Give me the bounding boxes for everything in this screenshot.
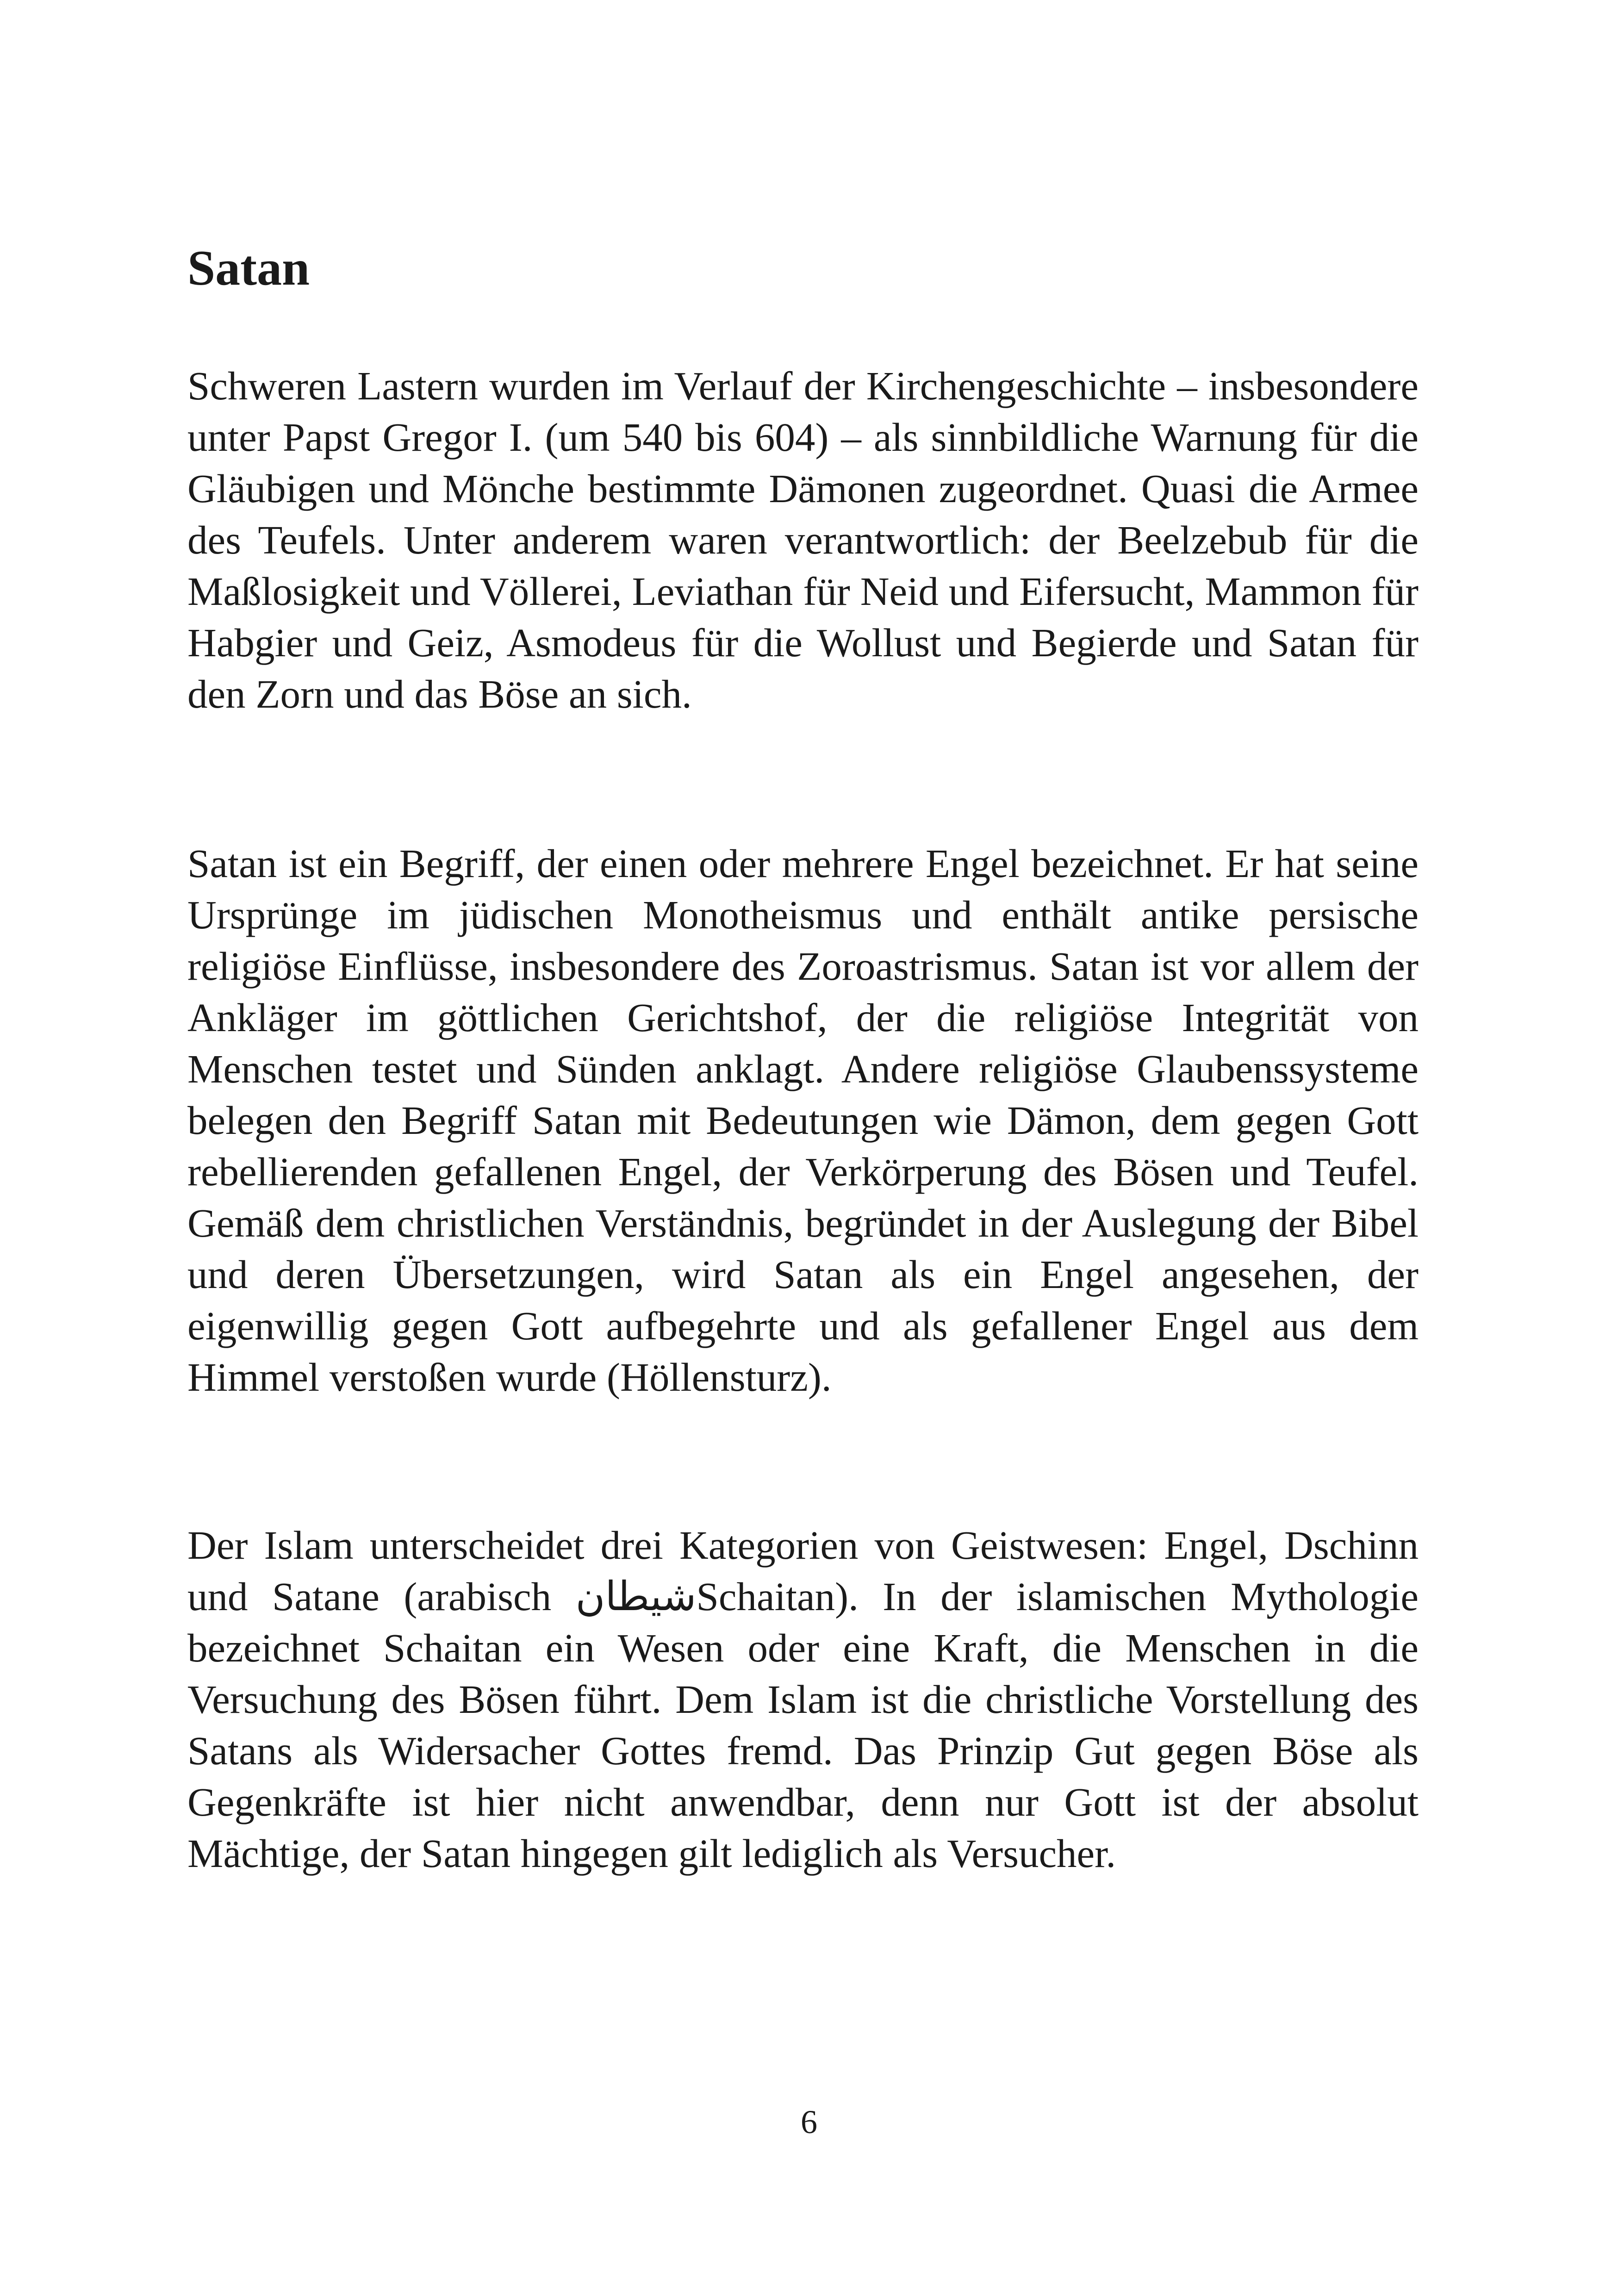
paragraph-3: Der Islam unterscheidet drei Kategorien von Geistwesen: Engel, Dschinn und Satane (arabisch شيطانSchaitan). In der islamischen Mythologie bezeichnet Schaitan ein Wesen oder eine Kraft, die Menschen in die Versuchung des Bösen führt. Dem Islam ist die christliche Vorstellung des Satans als Widersacher Gottes fremd. Das Prinzip Gut gegen Böse als Gegenkräfte ist hier nicht anwendbar, denn nur Gott ist der absolut Mächtige, der Satan hingegen gilt lediglich als Versucher. bbox=[187, 1523, 1419, 1876]
paragraph-2: Satan ist ein Begriff, der einen oder mehrere Engel bezeichnet. Er hat seine Ursprünge im jüdischen Monotheismus und enthält antike persische religiöse Einflüsse, insbesondere des Zoroastrismus. Satan ist vor allem der Ankläger im göttlichen Gerichtshof, der die religiöse Integrität von Menschen testet und Sünden anklagt. Andere religiöse Glaubenssysteme belegen den Begriff Satan mit Bedeutungen wie Dämon, dem gegen Gott rebellierenden gefallenen Engel, der Verkörperung des Bösen und Teufel. Gemäß dem christlichen Verständnis, begründet in der Auslegung der Bibel und deren Übersetzungen, wird Satan als ein Engel angesehen, der eigenwillig gegen Gott aufbegehrte und als gefallener Engel aus dem Himmel verstoßen wurde (Höllensturz). bbox=[187, 841, 1419, 1400]
page-number: 6 bbox=[801, 2103, 817, 2140]
paragraph-1: Schweren Lastern wurden im Verlauf der Kirchengeschichte – insbesondere unter Papst Gregor I. (um 540 bis 604) – als sinnbildliche Warnung für die Gläubigen und Mönche bestimmte Dämonen zugeordnet. Quasi die Armee des Teufels. Unter anderem waren verantwortlich: der Beelzebub für die Maßlosigkeit und Völlerei, Leviathan für Neid und Eifersucht, Mammon für Habgier und Geiz, Asmodeus für die Wollust und Begierde und Satan für den Zorn und das Böse an sich. bbox=[187, 363, 1419, 716]
chapter-title: Satan bbox=[187, 241, 310, 296]
